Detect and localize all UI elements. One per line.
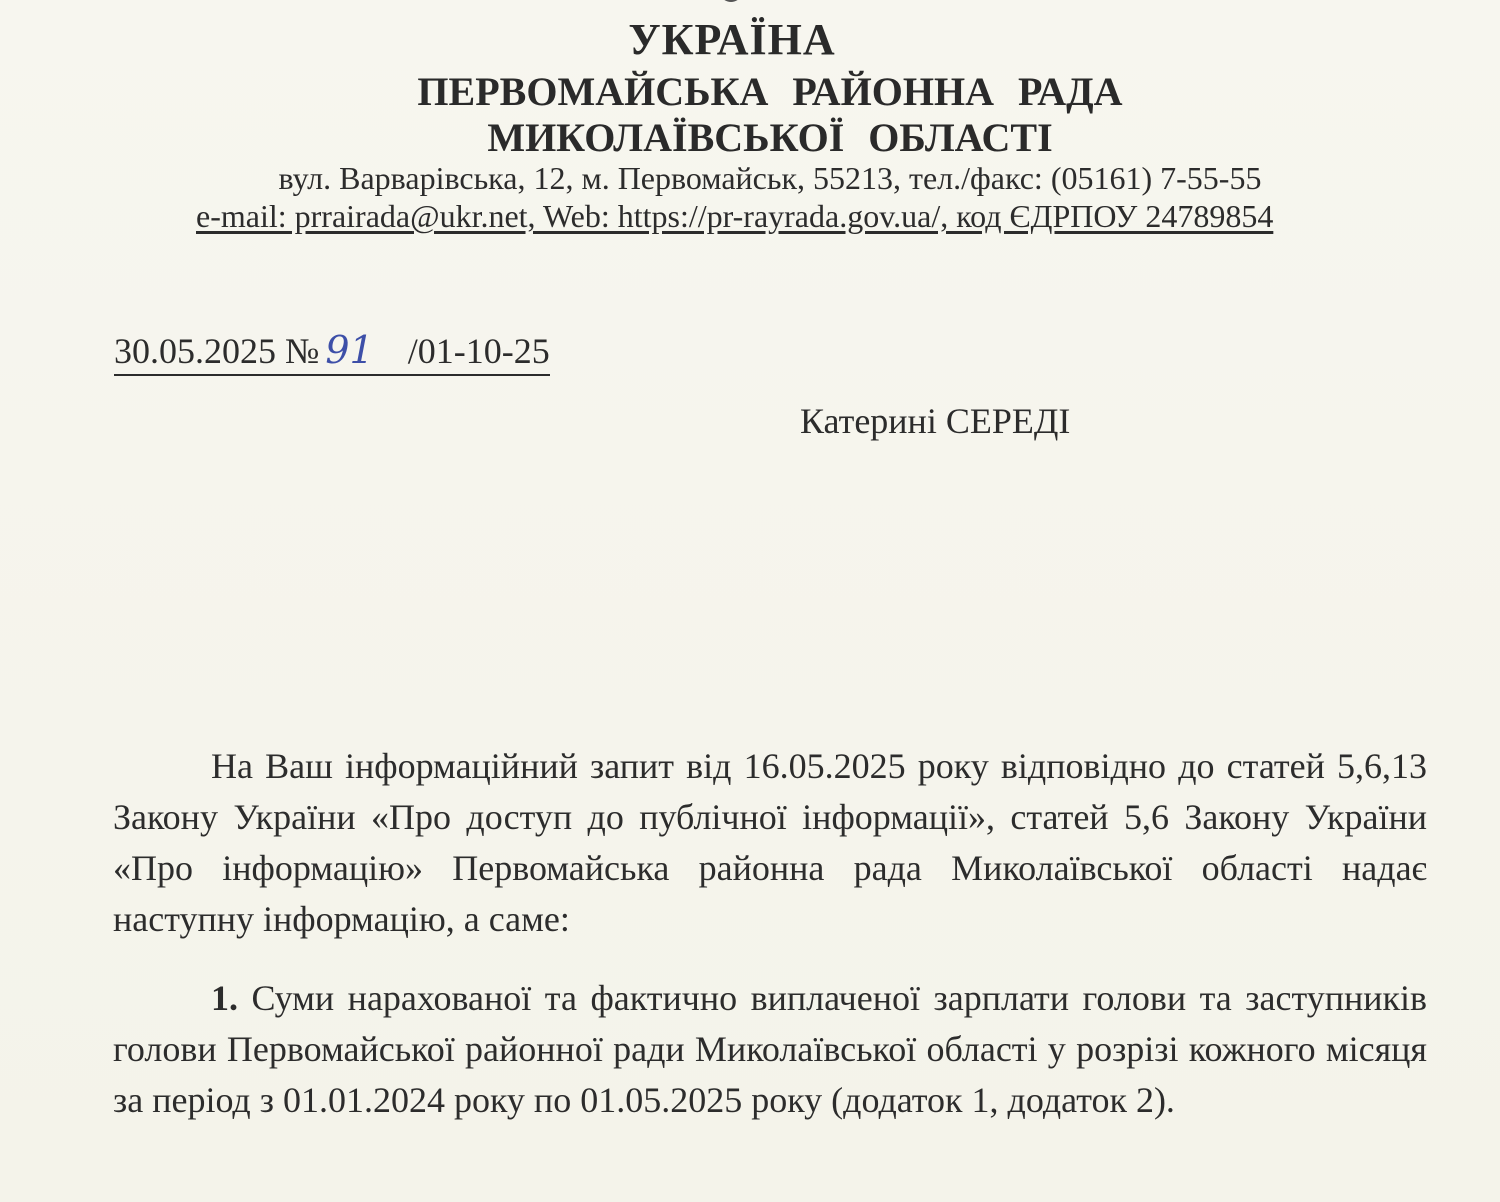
registration-line (114, 328, 550, 376)
list-item-text: Суми нарахованої та фактично виплаченої зарплати голови та заступників голови Первомайської районної ради Миколаївської області у розрізі кожного місяця за період з 01.01.2024 року по 01.05.2025 року (додаток 1, додаток 2). (113, 978, 1427, 1120)
country-title: УКРАЇНА (628, 15, 836, 64)
organization-contacts: e-mail: prrairada@ukr.net, Web: https://pr-rayrada.gov.ua/, код ЄДРПОУ 24789854 (196, 198, 1274, 234)
organization-address: вул. Варварівська, 12, м. Первомайськ, 55213, тел./факс: (05161) 7-55-55 (278, 160, 1262, 196)
registration-suffix: /01-10-25 (407, 331, 550, 371)
registration-date: 30.05.2025 № (114, 331, 320, 371)
list-item-number: 1. (211, 978, 238, 1018)
body-paragraph: На Ваш інформаційний запит від 16.05.2025 року відповідно до статей 5,6,13 Закону України «Про доступ до публічної інформації», статей 5,6 Закону України «Про інформацію» Первомайська районна рада Миколаївської області надає наступну інформацію, а саме: (113, 746, 1427, 939)
registration-number-handwritten: 91 (325, 328, 374, 372)
list-item (113, 973, 1427, 1126)
organization-name: ПЕРВОМАЙСЬКА РАЙОННА РАДА (417, 69, 1123, 114)
organization-region: МИКОЛАЇВСЬКОЇ ОБЛАСТІ (487, 115, 1053, 160)
coat-of-arms-icon (718, 0, 744, 6)
addressee: Катерині СЕРЕДІ (800, 401, 1071, 441)
